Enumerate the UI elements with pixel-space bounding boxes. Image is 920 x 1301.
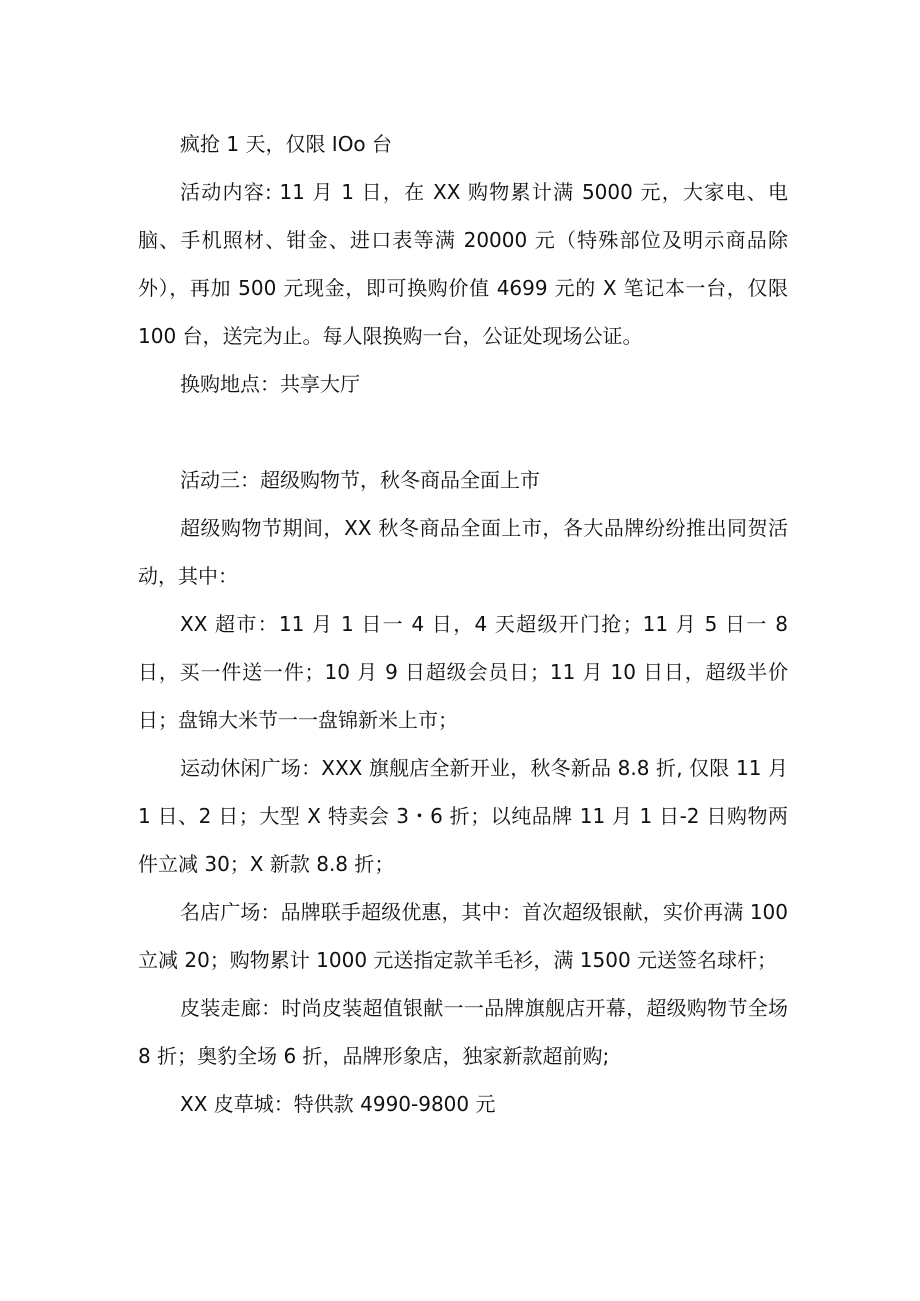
paragraph-fur-city: XX 皮草城：特供款 4990-9800 元	[180, 1092, 496, 1116]
section-heading-activity-three: 活动三：超级购物节，秋冬商品全面上市	[180, 468, 540, 492]
paragraph-activity-content: 活动内容: 11 月 1 日，在 XX 购物累计满 5000 元，大家电、电脑、手机照材、钳金、进口表等满 20000 元（特殊部位及明示商品除外），再加 500 元现金，即可换购价值 4699 元的 X 笔记本一台，仅限 100 台，送完为止。每人限换购一台，公证处现场公证。	[138, 180, 788, 348]
paragraph-leather-corridor: 皮装走廊：时尚皮装超值银献一一品牌旗舰店开幕，超级购物节全场 8 折；奥豹全场 6 折，品牌形象店，独家新款超前购;	[138, 996, 788, 1068]
paragraph-exchange-location: 换购地点：共享大厅	[180, 372, 360, 396]
paragraph-sports-plaza: 运动休闲广场：XXX 旗舰店全新开业，秋冬新品 8.8 折, 仅限 11 月 1 日、2 日；大型 X 特卖会 3・6 折；以纯品牌 11 月 1 日-2 日购物两件立减 30；X 新款 8.8 折；	[138, 756, 788, 876]
paragraph-supermarket: XX 超市：11 月 1 日一 4 日，4 天超级开门抢；11 月 5 日一 8 日，买一件送一件；10 月 9 日超级会员日；11 月 10 日日，超级半价日；盘锦大米节一一盘锦新米上市；	[138, 612, 788, 732]
paragraph-spacer	[138, 408, 788, 456]
paragraph-flash-sale: 疯抢 1 天，仅限 IOo 台	[180, 132, 393, 156]
paragraph-shopping-festival: 超级购物节期间，XX 秋冬商品全面上市，各大品牌纷纷推出同贺活动，其中：	[138, 516, 788, 588]
document-body	[138, 120, 788, 1128]
paragraph-famous-store-plaza: 名店广场：品牌联手超级优惠，其中：首次超级银献，实价再满 100 立减 20；购物累计 1000 元送指定款羊毛衫，满 1500 元送签名球杆；	[138, 900, 788, 972]
